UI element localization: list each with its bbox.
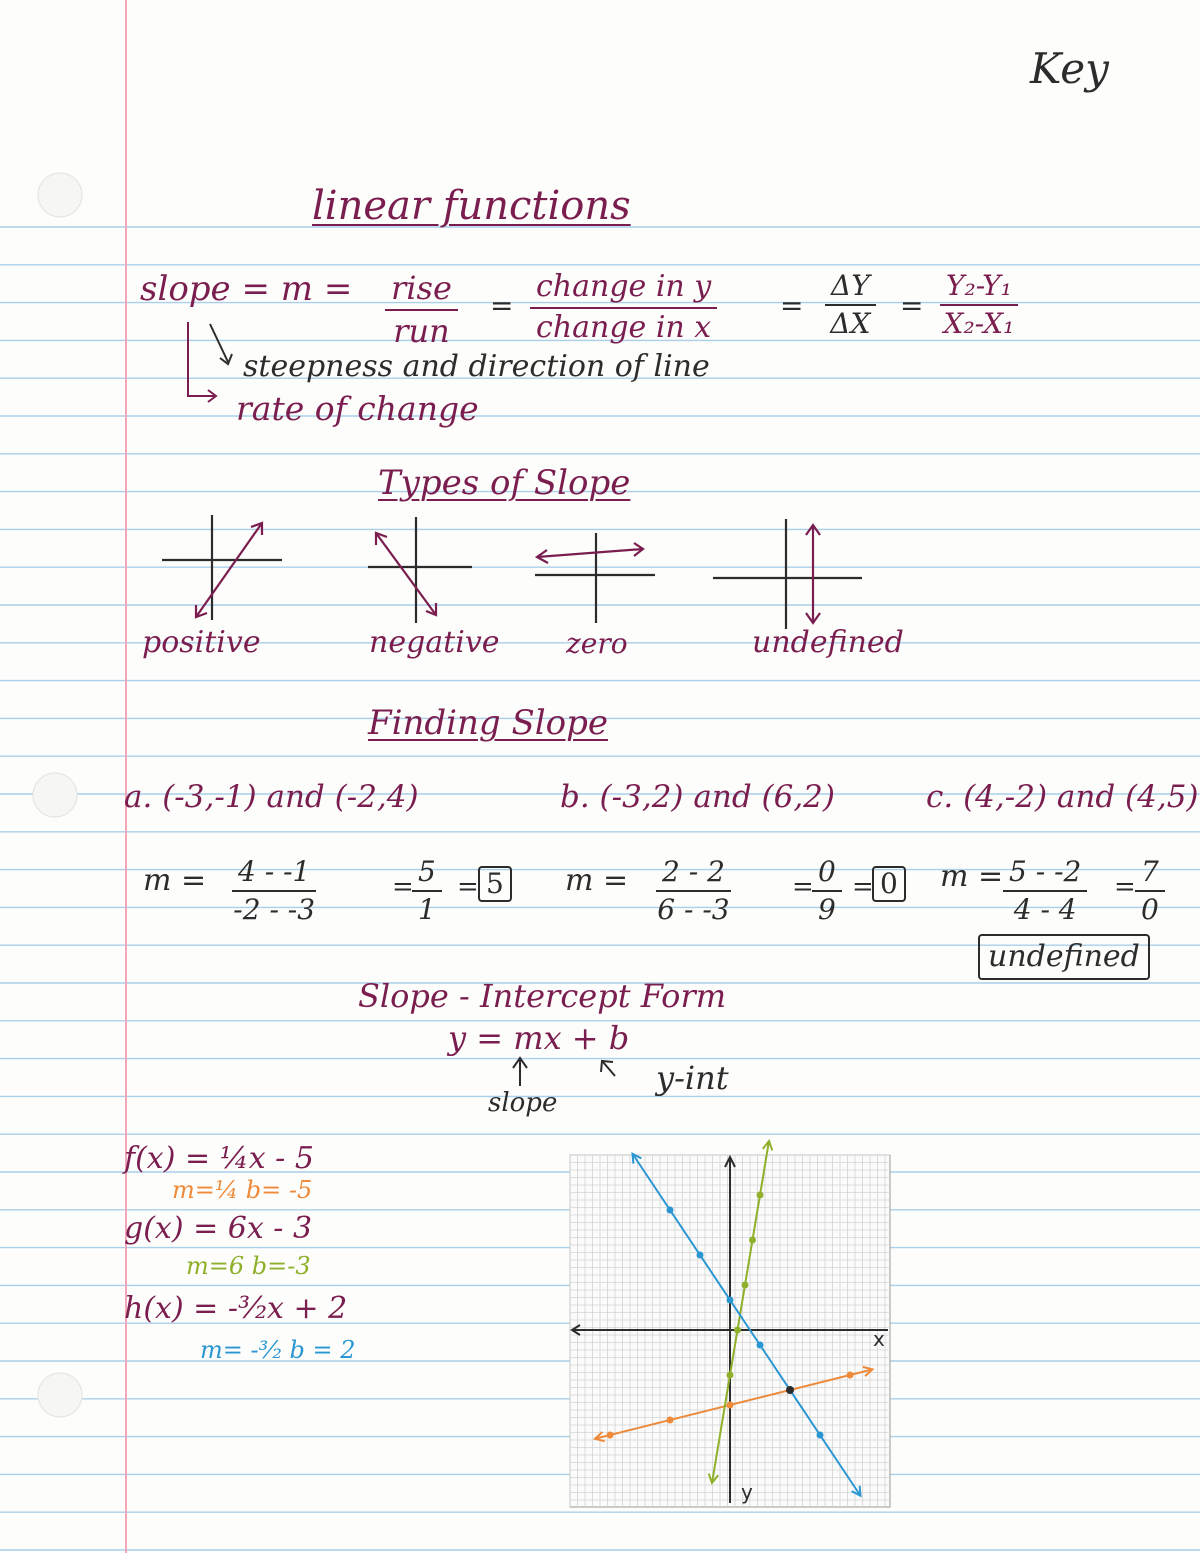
- a-equals: =: [457, 872, 479, 902]
- positive-slope-diagram: [162, 515, 282, 620]
- point-f: [847, 1372, 854, 1379]
- problem-b-points: b. (-3,2) and (6,2): [560, 779, 836, 815]
- b-equals: =: [792, 872, 814, 902]
- delta-ratio: [825, 270, 876, 340]
- finding-heading: Finding Slope: [368, 703, 608, 743]
- a-equals: =: [392, 872, 414, 902]
- b-answer: 0: [872, 866, 906, 902]
- point-h: [697, 1252, 704, 1259]
- run: run: [393, 311, 450, 350]
- b-numerator: 2 - 2: [656, 856, 731, 892]
- types-heading: Types of Slope: [378, 463, 631, 503]
- key-label: Key: [1030, 44, 1109, 93]
- slope-type-diagrams: [150, 505, 880, 635]
- b-denominator: 6 - -3: [657, 893, 730, 927]
- function-f-equation: f(x) = ¼x - 5: [124, 1141, 314, 1176]
- label-negative: negative: [369, 625, 500, 660]
- point-f: [667, 1417, 674, 1424]
- c-slope-fraction: [1003, 856, 1087, 926]
- b-equals: =: [852, 872, 874, 902]
- c-equals: =: [1114, 872, 1136, 902]
- c-simplified-numerator: 7: [1135, 856, 1165, 892]
- b-simplified-numerator: 0: [812, 856, 842, 892]
- slope-arrow-label: slope: [488, 1088, 558, 1118]
- y-difference: Y₂-Y₁: [940, 270, 1018, 306]
- label-undefined: undefined: [752, 625, 904, 660]
- rise-over-run: [385, 270, 458, 350]
- intersection-point: [786, 1386, 794, 1394]
- point-g: [742, 1282, 749, 1289]
- a-m-equals: m =: [143, 863, 207, 898]
- formula-arrows: [505, 1052, 635, 1092]
- a-slope-fraction: [232, 856, 316, 926]
- equals-sign: =: [780, 289, 804, 322]
- slope-intercept-heading: Slope - Intercept Form: [358, 977, 727, 1015]
- point-h: [667, 1207, 674, 1214]
- point-f: [727, 1402, 734, 1409]
- point-g: [734, 1327, 741, 1334]
- punch-hole: [38, 173, 82, 217]
- function-f-params: m=¼ b= -5: [172, 1176, 313, 1204]
- point-g: [727, 1372, 734, 1379]
- delta-y: ΔY: [825, 270, 876, 306]
- c-simplified-denominator: 0: [1141, 893, 1159, 927]
- change-in-x: change in x: [536, 309, 712, 345]
- function-h-params: m= -³⁄₂ b = 2: [200, 1336, 356, 1364]
- function-g-equation: g(x) = 6x - 3: [124, 1211, 313, 1246]
- a-answer: 5: [478, 866, 512, 902]
- slope-definition-lhs: slope = m =: [140, 269, 353, 309]
- undefined-slope-diagram: [713, 519, 862, 629]
- function-h-equation: h(x) = -³⁄₂x + 2: [124, 1291, 348, 1326]
- slope-note-steepness: steepness and direction of line: [243, 349, 710, 384]
- label-zero: zero: [566, 627, 628, 660]
- point-g: [757, 1192, 764, 1199]
- punch-hole: [38, 1373, 82, 1417]
- a-simplified-numerator: 5: [412, 856, 442, 892]
- a-simplified-denominator: 1: [418, 893, 436, 927]
- coordinate-graph: [540, 1135, 920, 1535]
- label-positive: positive: [142, 625, 261, 660]
- point-h: [727, 1297, 734, 1304]
- slope-note-rate: rate of change: [236, 389, 479, 428]
- b-simplified-denominator: 9: [818, 893, 836, 927]
- a-numerator: 4 - -1: [232, 856, 316, 892]
- function-g-params: m=6 b=-3: [186, 1252, 311, 1280]
- point-h: [817, 1432, 824, 1439]
- c-answer: undefined: [978, 934, 1150, 980]
- problem-a-points: a. (-3,-1) and (-2,4): [124, 779, 419, 815]
- rise: rise: [385, 270, 458, 311]
- x-difference: X₂-X₁: [943, 307, 1015, 341]
- point-h: [757, 1342, 764, 1349]
- a-simplified-fraction: [412, 856, 442, 926]
- a-denominator: -2 - -3: [233, 893, 316, 927]
- problem-c-points: c. (4,-2) and (4,5): [926, 779, 1199, 815]
- page-title: linear functions: [312, 183, 631, 229]
- punch-hole: [33, 773, 77, 817]
- c-denominator: 4 - 4: [1013, 893, 1077, 927]
- change-ratio: [530, 270, 717, 345]
- zero-slope-diagram: [535, 533, 655, 623]
- b-slope-fraction: [656, 856, 731, 926]
- x-axis-label: x: [873, 1327, 885, 1351]
- delta-x: ΔX: [830, 307, 871, 341]
- b-simplified-fraction: [812, 856, 842, 926]
- b-m-equals: m =: [565, 863, 629, 898]
- change-in-y: change in y: [530, 270, 717, 309]
- c-numerator: 5 - -2: [1003, 856, 1087, 892]
- c-simplified-fraction: [1135, 856, 1165, 926]
- negative-slope-diagram: [368, 517, 472, 623]
- y-int-arrow-label: y-int: [656, 1059, 729, 1097]
- y-axis-label: y: [741, 1480, 753, 1504]
- point-g: [749, 1237, 756, 1244]
- slope-intercept-formula: y = mx + b: [448, 1019, 630, 1057]
- equals-sign: =: [900, 289, 924, 322]
- point-f: [607, 1432, 614, 1439]
- equals-sign: =: [490, 289, 514, 322]
- coordinate-ratio: [940, 270, 1018, 340]
- c-m-equals: m =: [940, 859, 1004, 894]
